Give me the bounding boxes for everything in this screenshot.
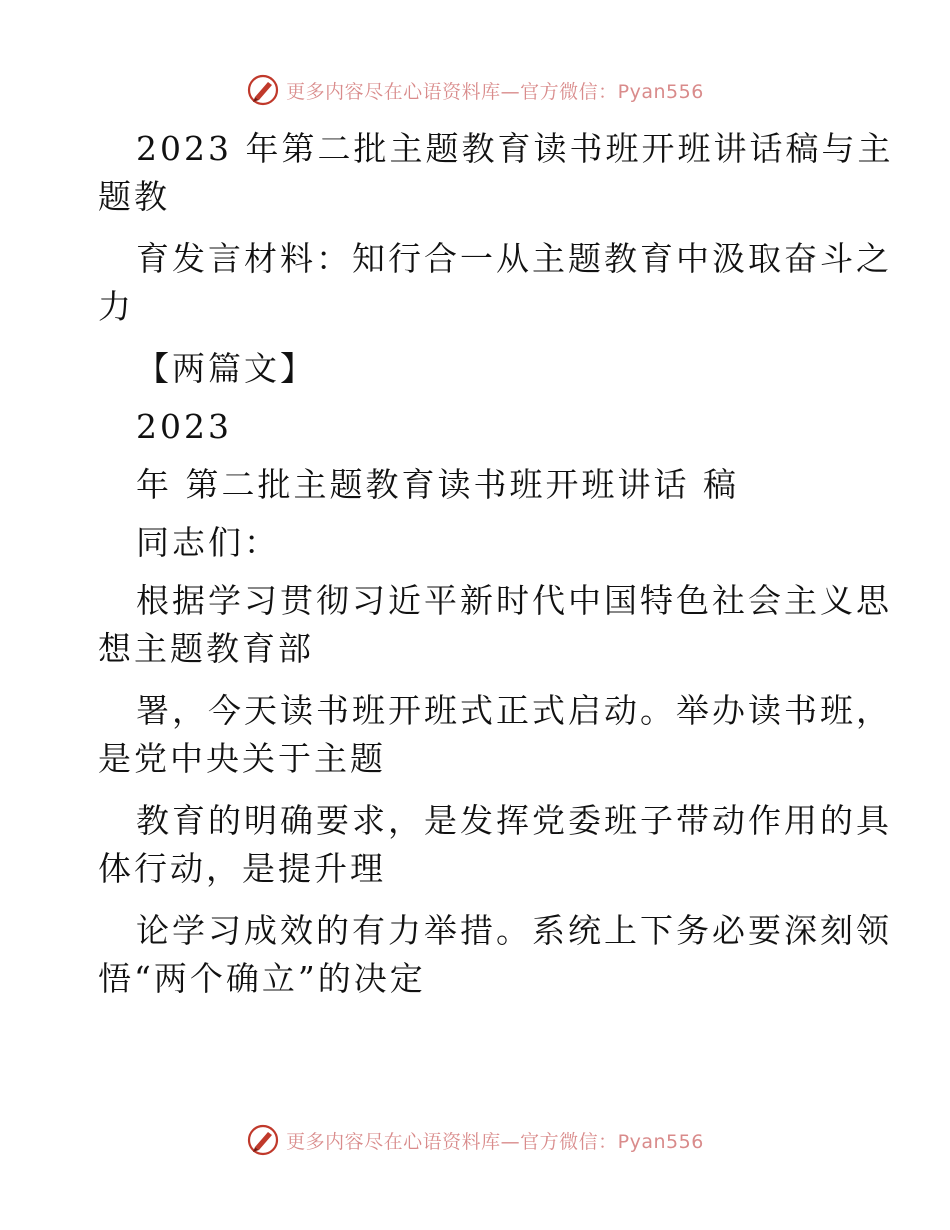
paragraph-line: 是党中央关于主题 bbox=[98, 739, 386, 778]
paragraph-line: 教育的明确要求，是发挥党委班子带动作用的具 bbox=[136, 801, 892, 840]
title-line-3: 育发言材料：知行合一从主题教育中汲取奋斗之 bbox=[136, 239, 892, 278]
header-watermark bbox=[0, 70, 950, 110]
pen-logo-icon bbox=[246, 1123, 280, 1157]
title-line-4: 力 bbox=[98, 287, 134, 326]
subtitle-two-articles: 【两篇文】 bbox=[136, 349, 316, 388]
paragraph-line: 体行动，是提升理 bbox=[98, 849, 386, 888]
section-heading: 年 第二批主题教育读书班开班讲话 稿 bbox=[136, 465, 739, 504]
paragraph-line: 根据学习贯彻习近平新时代中国特色社会主义思 bbox=[136, 581, 892, 620]
title-line-2: 题教 bbox=[98, 177, 170, 216]
section-year: 2023 bbox=[136, 407, 232, 446]
document-body bbox=[98, 125, 894, 1003]
pen-logo-icon bbox=[246, 73, 280, 107]
paragraph-line: 论学习成效的有力举措。系统上下务必要深刻领 bbox=[136, 911, 892, 950]
title-line-1: 2023 年第二批主题教育读书班开班讲话稿与主 bbox=[136, 129, 894, 168]
footer-watermark bbox=[0, 1120, 950, 1160]
paragraph-line: 想主题教育部 bbox=[98, 629, 314, 668]
watermark-text: 更多内容尽在心语资料库—官方微信：Pyan556 bbox=[286, 1130, 704, 1153]
paragraph-line: 署，今天读书班开班式正式启动。举办读书班， bbox=[136, 691, 892, 730]
watermark-text: 更多内容尽在心语资料库—官方微信：Pyan556 bbox=[286, 80, 704, 103]
salutation: 同志们： bbox=[136, 523, 280, 562]
paragraph-line: 悟“两个确立”的决定 bbox=[98, 959, 426, 998]
